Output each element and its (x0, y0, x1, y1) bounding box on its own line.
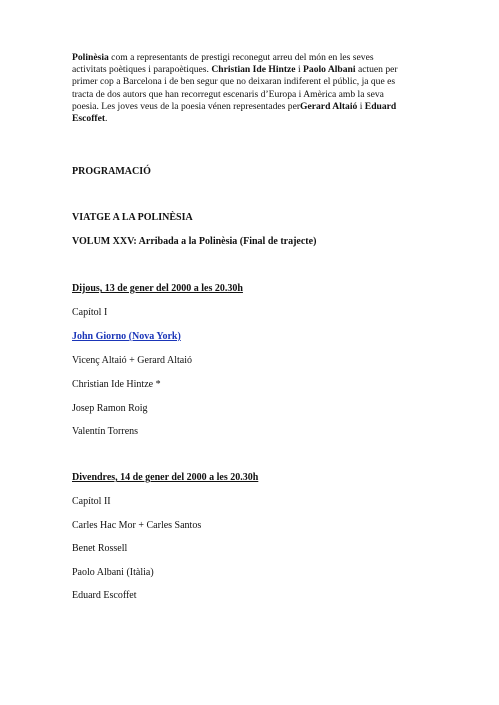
intro-bold-albani: Paolo Albani (303, 64, 356, 76)
day1-chapter: Capítol I (72, 307, 108, 318)
intro-bold-escoffet: Eduard Escoffet (72, 100, 397, 125)
day1-link-paragraph (72, 331, 181, 342)
john-giorno-link[interactable]: John Giorno (Nova York) (72, 331, 181, 342)
intro-text-3: actuen per primer cop a Barcelona i de ben segur que no deixaran indiferent el públic, ja que es tracta de dos autors que han recorregut escenaris d’Europa i Amèrica amb la seva poesia. Les joves veus de la poesia vénen representades per (72, 64, 398, 112)
intro-text-4: i (357, 100, 365, 112)
intro-paragraph (72, 52, 402, 125)
day1-date: Dijous, 13 de gener del 2000 a les 20.30h (72, 283, 243, 294)
day2-item-1: Carles Hac Mor + Carles Santos (72, 520, 202, 531)
day2-item-4: Eduard Escoffet (72, 590, 137, 601)
intro-text-5: . (105, 113, 108, 125)
day1-item-4: Valentín Torrens (72, 426, 139, 437)
intro-text-1: com a representants de prestigi reconegut arreu del món en les seves activitats poètiques i parapoètiques. (72, 52, 374, 76)
document-page (72, 52, 402, 601)
day2-item-3: Paolo Albani (Itàlia) (72, 567, 154, 578)
day2-chapter: Capítol II (72, 496, 111, 507)
day1-item-2: Christian Ide Hintze * (72, 379, 161, 390)
intro-bold-altaio: Gerard Altaió (300, 100, 358, 112)
programacio-heading: PROGRAMACIÓ (72, 166, 151, 177)
day2-date: Divendres, 14 de gener del 2000 a les 20.30h (72, 472, 259, 483)
intro-bold-hintze: Christian Ide Hintze (211, 64, 296, 76)
intro-text-2: i (295, 64, 304, 76)
day2-item-2: Benet Rossell (72, 543, 128, 554)
day1-item-1: Vicenç Altaió + Gerard Altaió (72, 355, 192, 366)
day1-item-3: Josep Ramon Roig (72, 403, 148, 414)
intro-bold-polinesia: Polinèsia (72, 52, 109, 63)
volume-title: VOLUM XXV: Arribada a la Polinèsia (Final de trajecte) (72, 236, 317, 247)
program-title: VIATGE A LA POLINÈSIA (72, 212, 193, 223)
